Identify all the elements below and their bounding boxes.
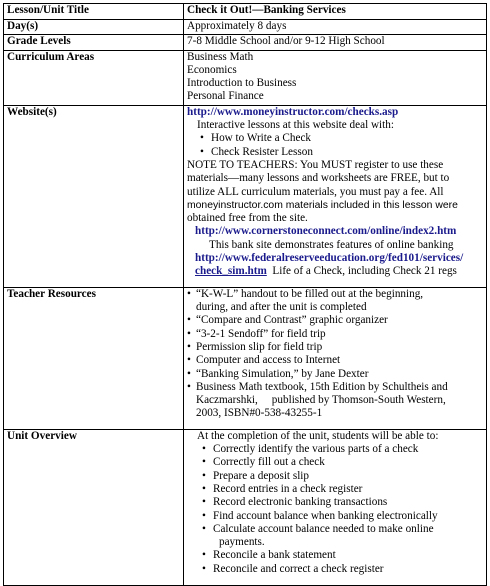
- list-item: • “K-W-L” handout to be filled out at the beginning, during, and after the unit is completed: [196, 288, 483, 315]
- list-item: • Reconcile and correct a check register: [213, 563, 483, 576]
- title-value: Check it Out!—Banking Services: [184, 4, 487, 20]
- website-content: [184, 105, 487, 287]
- website-link-federalreserve-cont[interactable]: check_sim.htm: [195, 265, 267, 278]
- row-overview: [4, 429, 487, 585]
- note-line: materials—many lessons and worksheets are FREE, but to: [187, 172, 450, 185]
- website-desc-federalreserve: Life of a Check, including Check 21 regs: [272, 265, 457, 278]
- list-item: • “3-2-1 Sendoff” for field trip: [196, 328, 483, 341]
- days-label: Day(s): [4, 20, 184, 35]
- note-line: obtained free from the site.: [187, 212, 308, 225]
- note-line: moneyinstructor.com materials included in this lesson were: [187, 199, 458, 211]
- list-item: • Record entries in a check register: [213, 483, 483, 496]
- website-link-moneyinstructor[interactable]: http://www.moneyinstructor.com/checks.asp: [187, 105, 399, 118]
- website-link-federalreserve[interactable]: http://www.federalreserveeducation.org/fed101/services/: [195, 252, 464, 265]
- lesson-plan-table: [3, 3, 487, 586]
- row-website: [4, 105, 487, 287]
- resources-content: [184, 287, 487, 429]
- curriculum-item: Introduction to Business: [187, 77, 297, 90]
- grade-label: Grade Levels: [4, 35, 184, 50]
- row-resources: [4, 287, 487, 429]
- note-line: NOTE TO TEACHERS: You MUST register to use these: [187, 158, 444, 171]
- title-label: Lesson/Unit Title: [4, 4, 184, 20]
- list-item: • Prepare a deposit slip: [213, 470, 483, 483]
- overview-label: Unit Overview: [4, 429, 184, 585]
- list-item: • Check Resister Lesson: [211, 146, 483, 159]
- website-federalreserve-line: [187, 265, 483, 278]
- website-link-cornerstone[interactable]: http://www.cornerstoneconnect.com/online/index2.htm: [195, 225, 457, 238]
- website-bullet-list: [187, 132, 483, 159]
- row-days: [4, 20, 487, 35]
- overview-content: [184, 429, 487, 585]
- curriculum-item: Business Math: [187, 50, 254, 63]
- row-grade: [4, 35, 487, 50]
- list-item: • Correctly identify the various parts of a check: [213, 443, 483, 456]
- website-desc-cornerstone: This bank site demonstrates features of online banking: [209, 238, 454, 251]
- grade-value: 7-8 Middle School and/or 9-12 High School: [184, 35, 487, 50]
- list-item: • Find account balance when banking electronically: [213, 510, 483, 523]
- list-item: • Permission slip for field trip: [196, 341, 483, 354]
- list-item: • Business Math textbook, 15th Edition by Schultheis and Kaczmarshki, published by Thomson-South Western, 2003, ISBN#0-538-43255-1: [196, 381, 483, 421]
- list-item: • Record electronic banking transactions: [213, 496, 483, 509]
- curriculum-list: [184, 50, 487, 105]
- curriculum-label: Curriculum Areas: [4, 50, 184, 105]
- list-item: • Correctly fill out a check: [213, 456, 483, 469]
- website-intro: Interactive lessons at this website deal with:: [197, 119, 394, 132]
- days-value: Approximately 8 days: [184, 20, 487, 35]
- overview-intro: At the completion of the unit, students will be able to:: [197, 429, 439, 442]
- list-item: • Calculate account balance needed to make online payments.: [213, 523, 483, 550]
- curriculum-item: Personal Finance: [187, 90, 264, 103]
- curriculum-item: Economics: [187, 63, 237, 76]
- list-item: • “Compare and Contrast” graphic organizer: [196, 314, 483, 327]
- row-title: [4, 4, 487, 20]
- overview-list: [187, 443, 483, 576]
- row-curriculum: [4, 50, 487, 105]
- list-item: • Computer and access to Internet: [196, 354, 483, 367]
- list-item: • Reconcile a bank statement: [213, 549, 483, 562]
- note-line: utilize ALL curriculum materials, you must pay a fee. All: [187, 185, 444, 198]
- website-label: Website(s): [4, 105, 184, 287]
- list-item: • “Banking Simulation,” by Jane Dexter: [196, 368, 483, 381]
- list-item: • How to Write a Check: [211, 132, 483, 145]
- resources-list: [187, 288, 483, 421]
- resources-label: Teacher Resources: [4, 287, 184, 429]
